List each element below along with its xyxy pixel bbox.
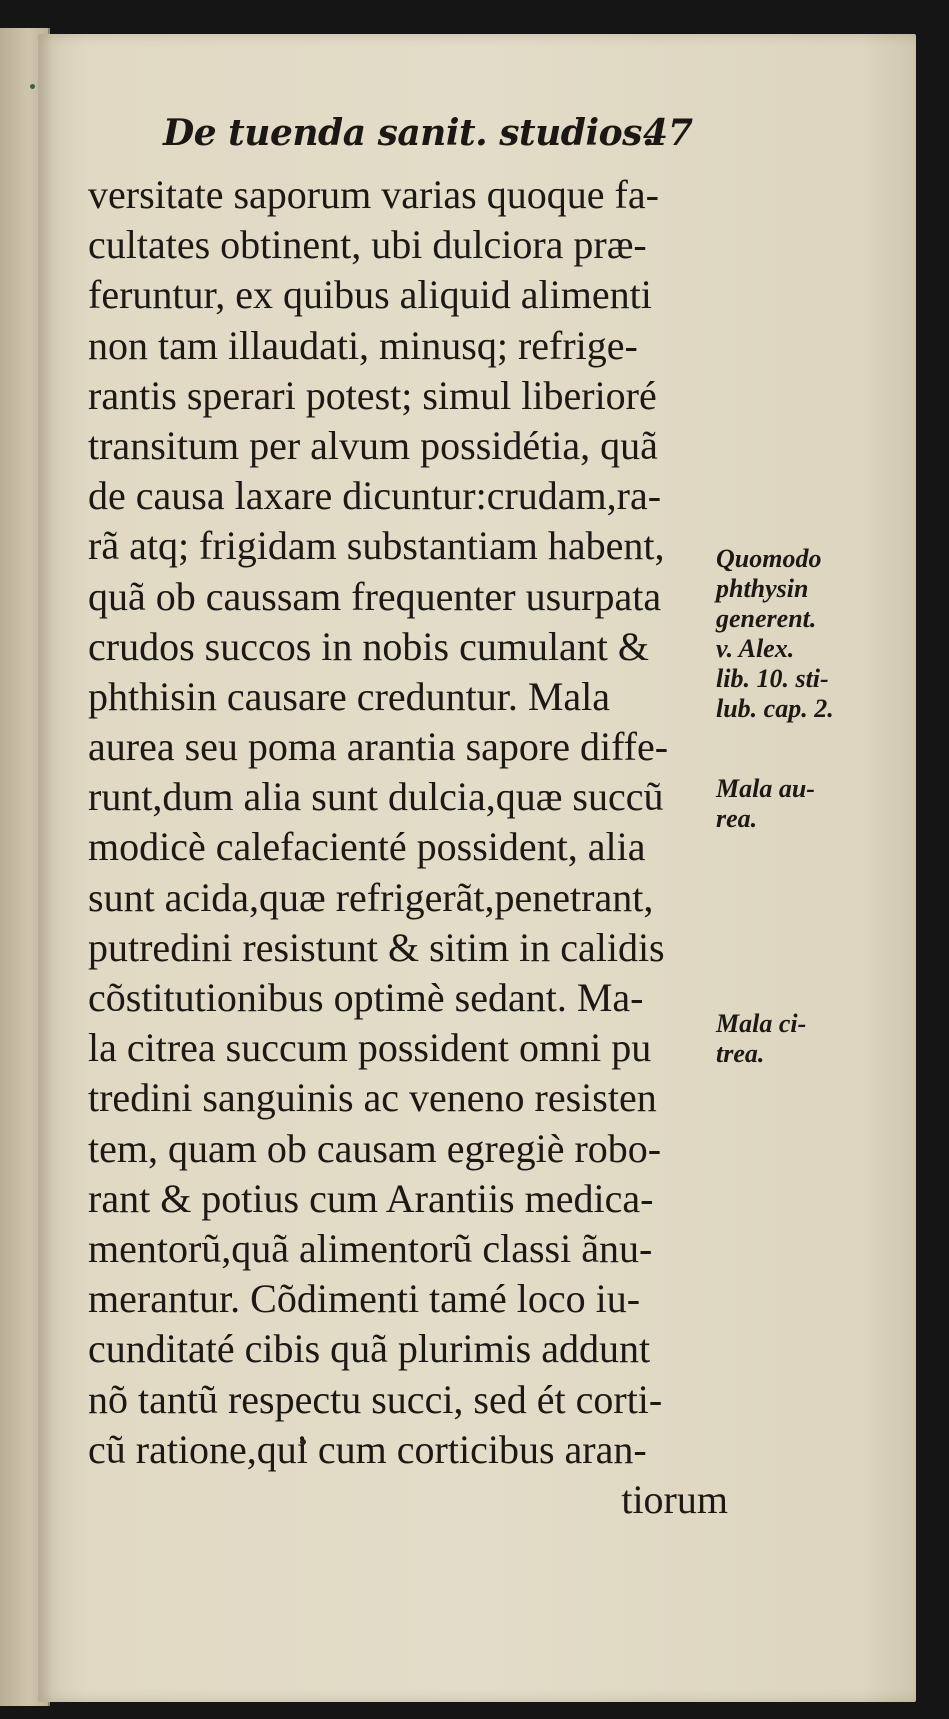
margin-note-phthisis (716, 544, 834, 724)
ink-speck (30, 84, 35, 89)
page-header (163, 112, 916, 162)
note-line: Quomodo (716, 544, 822, 573)
margin-note-mala-aurea (716, 774, 815, 834)
text-line: cunditaté cibis quã plurimis addunt (88, 1326, 651, 1372)
text-line: cũ ratione,qui cum corticibus aran- (88, 1426, 647, 1472)
text-line: tredini sanguinis ac veneno resisten (88, 1075, 657, 1121)
text-line: rã atq; frigidam substantiam habent, (88, 523, 665, 569)
text-line: putredini resistunt & sitim in calidis (88, 924, 665, 970)
text-line: quã ob caussam frequenter usurpata (88, 573, 662, 619)
text-line: aurea seu poma arantia sapore diffe- (88, 724, 669, 770)
note-line: trea. (716, 1039, 765, 1068)
text-line: crudos succos in nobis cumulant & (88, 623, 650, 669)
note-line: lib. 10. sti- (716, 664, 829, 693)
catchword-line (88, 1475, 728, 1525)
text-line: cõstitutionibus optimè sedant. Ma- (88, 975, 644, 1020)
text-line: nõ tantũ respectu succi, sed ét corti- (88, 1376, 663, 1422)
text-line: feruntur, ex quibus aliquid alimenti (88, 272, 652, 318)
text-line: tem, quam ob causam egregiè robo- (88, 1125, 662, 1171)
text-line: cultates obtinent, ubi dulciora præ- (88, 222, 647, 268)
note-line: phthysin (716, 574, 809, 603)
text-line: rantis sperari potest; simul liberioré (88, 372, 657, 418)
note-line: v. Alex. (716, 634, 795, 663)
margin-note-mala-citrea (716, 1009, 806, 1069)
running-title: De tuenda sanit. studios. (163, 112, 654, 154)
note-line: Mala au- (716, 774, 815, 803)
text-line: la citrea succum possident omni pu (88, 1025, 652, 1071)
text-line: merantur. Cõdimenti tamé loco iu- (88, 1276, 641, 1322)
text-line: runt,dum alia sunt dulcia,quæ succũ (88, 774, 664, 820)
note-line: Mala ci- (716, 1009, 807, 1038)
note-line: lub. cap. 2. (716, 694, 834, 723)
text-line: non tam illaudati, minusq; refrige- (88, 322, 638, 368)
text-line: de causa laxare dicuntur:crudam,ra- (88, 473, 662, 519)
text-line: transitum per alvum possidétia, quã (88, 422, 658, 468)
note-line: generent. (716, 604, 817, 633)
text-line: rant & potius cum Arantiis medica- (88, 1175, 654, 1221)
main-text-block (88, 170, 728, 1525)
catchword: tiorum (621, 1476, 728, 1522)
text-line: modicè calefacienté possident, alia (88, 824, 646, 870)
note-line: rea. (716, 804, 758, 833)
text-line: mentorũ,quã alimentorũ classi ãnu- (88, 1225, 653, 1271)
text-line: versitate saporum varias quoque fa- (88, 172, 659, 217)
book-page (38, 34, 916, 1702)
text-line: sunt acida,quæ refrigerãt,penetrant, (88, 874, 654, 920)
text-line: phthisin causare creduntur. Mala (88, 673, 611, 719)
page-number: 47 (643, 112, 694, 154)
